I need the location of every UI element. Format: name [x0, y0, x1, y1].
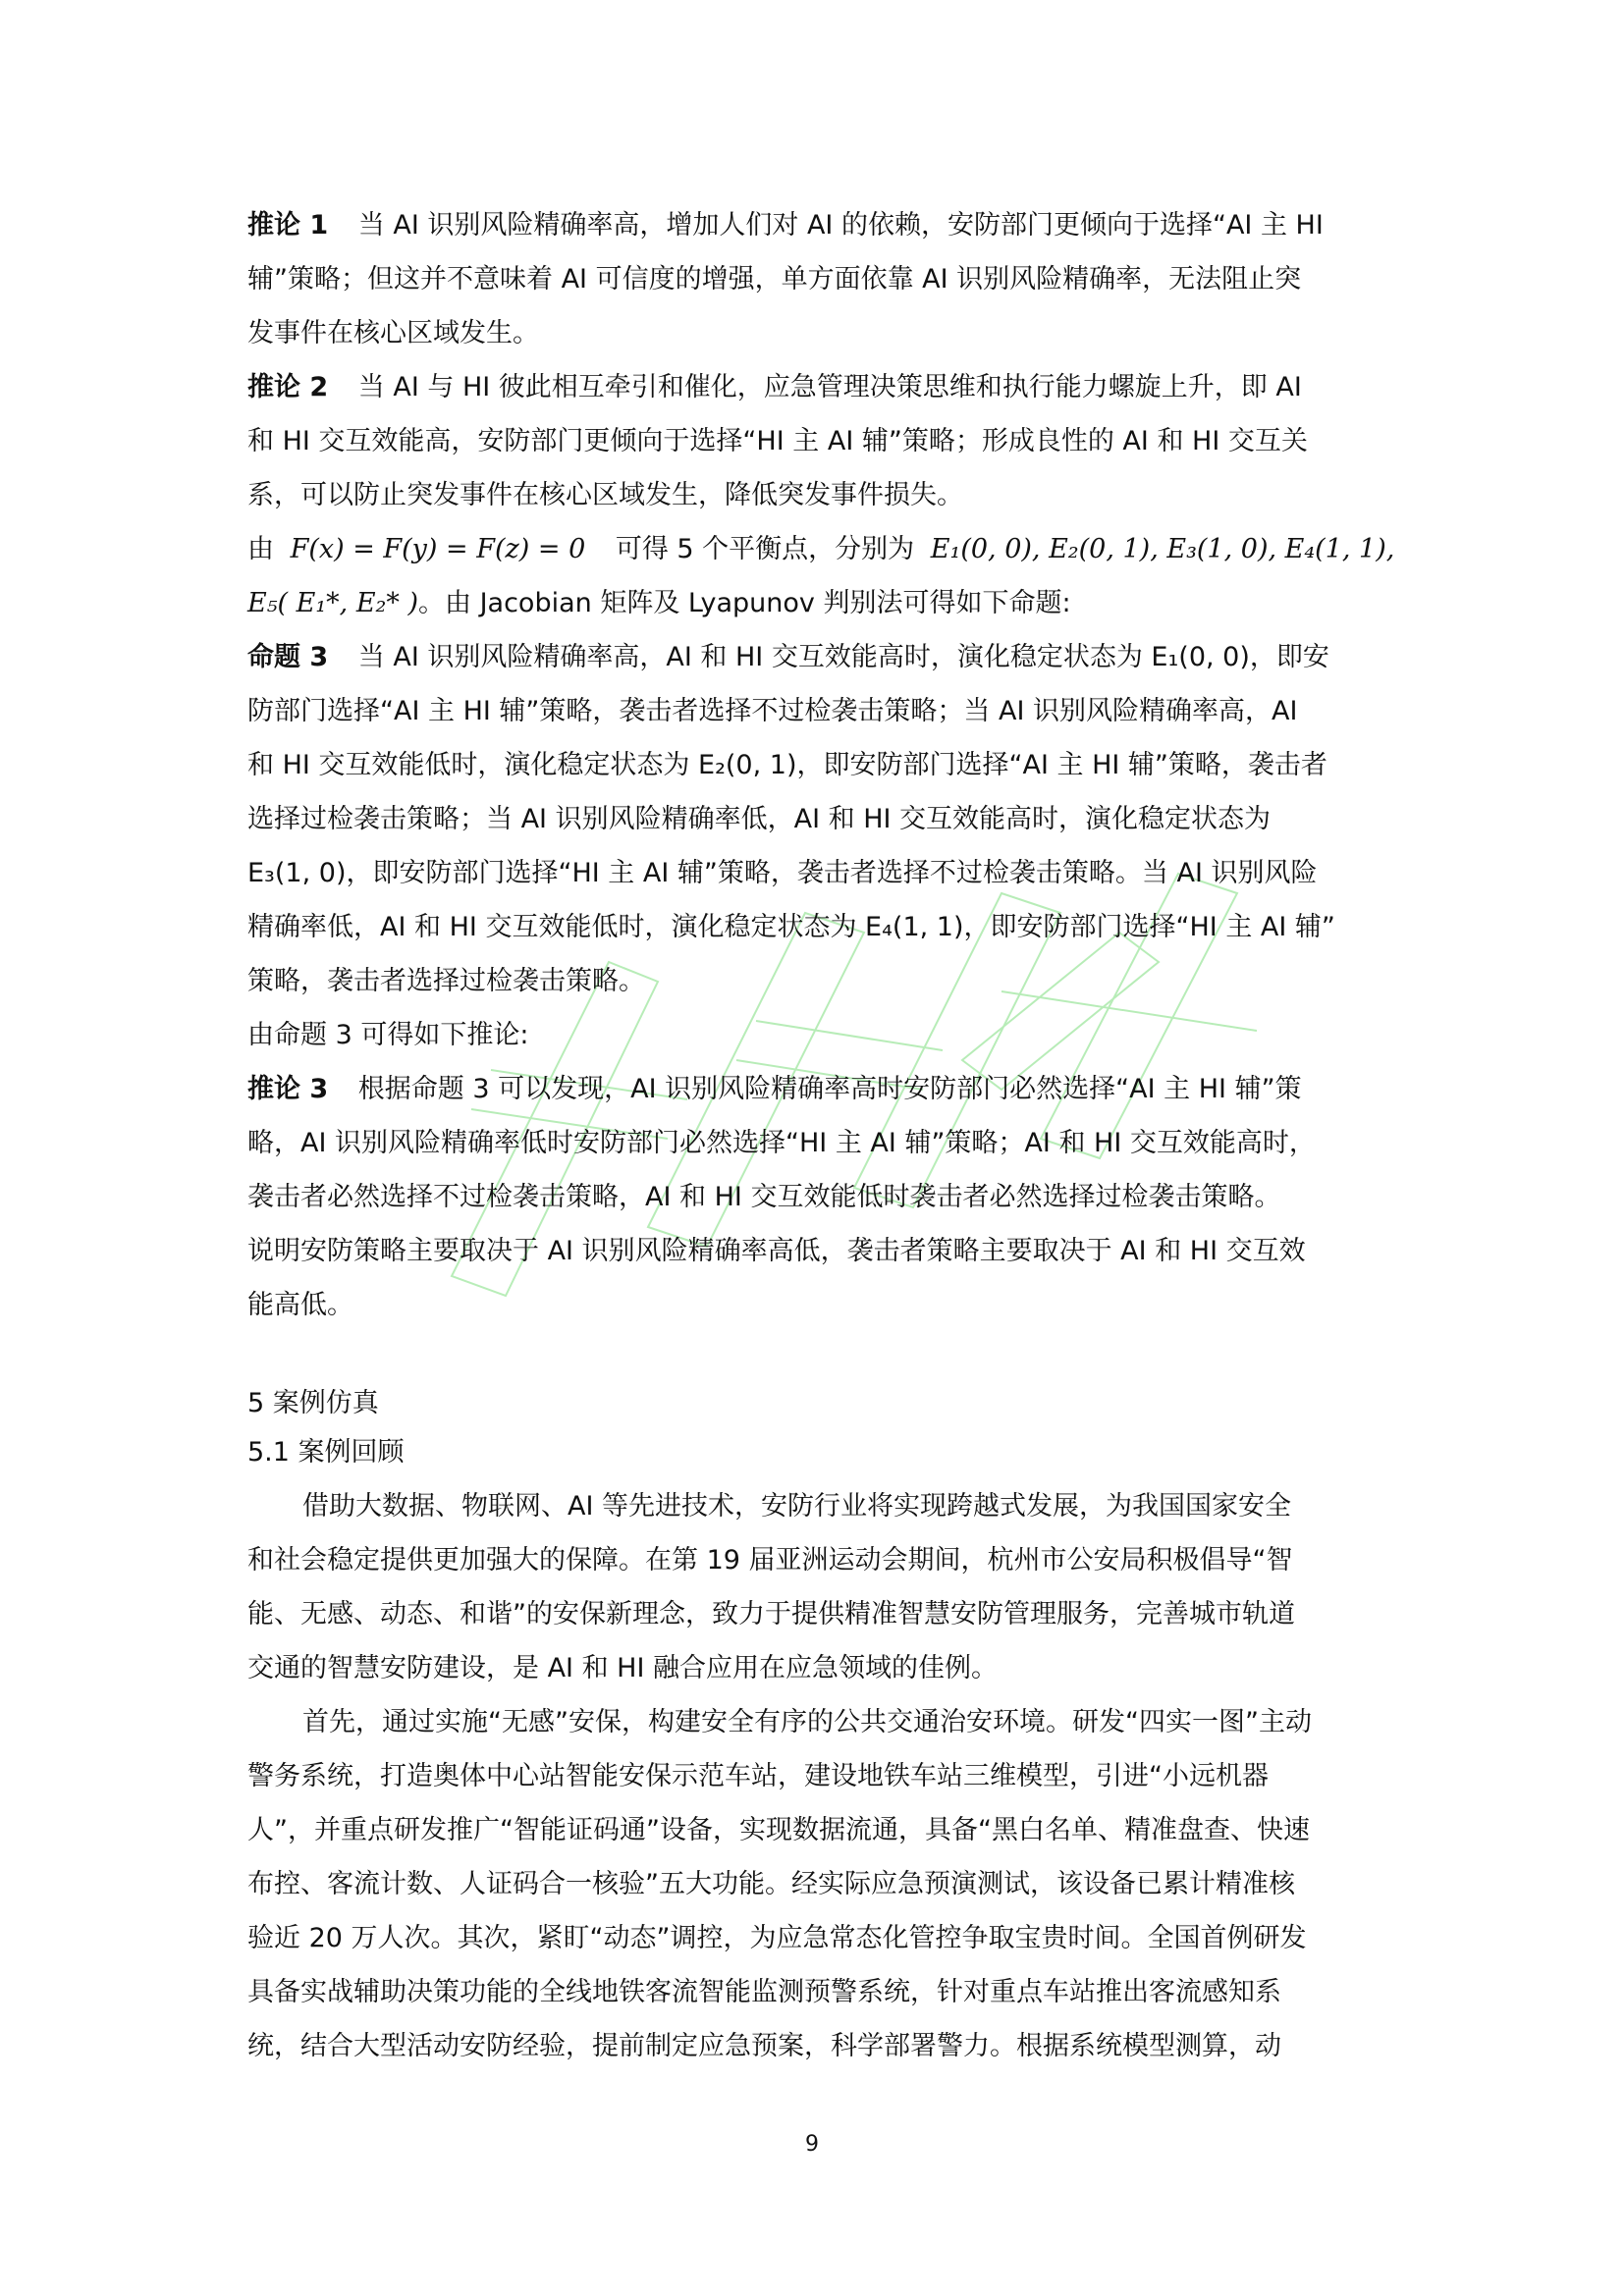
- corollary-2-line-1: 推论 2 当 AI 与 HI 彼此相互牵引和催化，应急管理决策思维和执行能力螺旋上升，即 AI: [247, 372, 1302, 402]
- section-5-1-heading: 5.1 案例回顾: [247, 1437, 405, 1468]
- corollary-2-line-3: 系，可以防止突发事件在核心区域发生，降低突发事件损失。: [247, 480, 963, 510]
- paragraph-b-line-2: 警务系统，打造奥体中心站智能安保示范车站，建设地铁车站三维模型，引进“小远机器: [247, 1761, 1269, 1791]
- corollary-2-line-2: 和 HI 交互效能高，安防部门更倾向于选择“HI 主 AI 辅”策略；形成良性的 AI 和 HI 交互关: [247, 426, 1308, 456]
- corollary-1-label: 推论 1: [247, 210, 329, 240]
- proposition-3-line-4: 选择过检袭击策略；当 AI 识别风险精确率低，AI 和 HI 交互效能高时，演化稳定状态为: [247, 804, 1272, 834]
- paragraph-a-line-4: 交通的智慧安防建设，是 AI 和 HI 融合应用在应急领域的佳例。: [247, 1653, 999, 1683]
- paragraph-b-line-6: 具备实战辅助决策功能的全线地铁客流智能监测预警系统，针对重点车站推出客流感知系: [247, 1977, 1281, 2007]
- proposition-3-line-2: 防部门选择“AI 主 HI 辅”策略，袭击者选择不过检袭击策略；当 AI 识别风险精确率高，AI: [247, 696, 1298, 726]
- section-5-heading: 5 案例仿真: [247, 1388, 379, 1418]
- proposition-3-label: 命题 3: [247, 642, 329, 672]
- proposition-3-note: 由命题 3 可得如下推论:: [247, 1020, 529, 1050]
- corollary-3-line-3: 袭击者必然选择不过检袭击策略，AI 和 HI 交互效能低时袭击者必然选择过检袭击策略。: [247, 1182, 1281, 1212]
- paragraph-b-line-5: 验近 20 万人次。其次，紧盯“动态”调控，为应急常态化管控争取宝贵时间。全国首例研发: [247, 1923, 1307, 1953]
- page-number: 9: [805, 2132, 819, 2157]
- corollary-3-line-1: 推论 3 根据命题 3 可以发现，AI 识别风险精确率高时安防部门必然选择“AI 主 HI 辅”策: [247, 1074, 1302, 1104]
- equation: F(x) = F(y) = F(z) = 0: [290, 534, 586, 564]
- equilibrium-points: E₁(0, 0), E₂(0, 1), E₃(1, 0), E₄(1, 1),: [930, 534, 1395, 564]
- corollary-3-line-4: 说明安防策略主要取决于 AI 识别风险精确率高低，袭击者策略主要取决于 AI 和 HI 交互效: [247, 1236, 1306, 1266]
- paragraph-b-line-4: 布控、客流计数、人证码合一核验”五大功能。经实际应急预演测试，该设备已累计精准核: [247, 1869, 1295, 1899]
- corollary-2-label: 推论 2: [247, 372, 329, 402]
- corollary-3-line-5: 能高低。: [247, 1290, 353, 1320]
- proposition-3-line-6: 精确率低，AI 和 HI 交互效能低时，演化稳定状态为 E₄(1, 1)，即安防部门选择“HI 主 AI 辅”: [247, 912, 1335, 942]
- equilibrium-line-1: 由 F(x) = F(y) = F(z) = 0 可得 5 个平衡点，分别为 E₁(0, 0), E₂(0, 1), E₃(1, 0), E₄(1, 1),: [247, 534, 1395, 564]
- proposition-3-line-5: E₃(1, 0)，即安防部门选择“HI 主 AI 辅”策略，袭击者选择不过检袭击策略。当 AI 识别风险: [247, 858, 1318, 888]
- equilibrium-line-2: E₅( E₁*, E₂* )。由 Jacobian 矩阵及 Lyapunov 判别法可得如下命题:: [247, 588, 1071, 618]
- paragraph-b-line-1: 首先，通过实施“无感”安保，构建安全有序的公共交通治安环境。研发“四实一图”主动: [302, 1707, 1312, 1737]
- paragraph-b-line-7: 统，结合大型活动安防经验，提前制定应急预案，科学部署警力。根据系统模型测算，动: [247, 2031, 1281, 2061]
- corollary-3-label: 推论 3: [247, 1074, 329, 1104]
- corollary-3-line-2: 略，AI 识别风险精确率低时安防部门必然选择“HI 主 AI 辅”策略；AI 和 HI 交互效能高时，: [247, 1128, 1316, 1158]
- corollary-1-line-1: 推论 1 当 AI 识别风险精确率高，增加人们对 AI 的依赖，安防部门更倾向于选择“AI 主 HI: [247, 210, 1324, 240]
- proposition-3-line-1: 命题 3 当 AI 识别风险精确率高，AI 和 HI 交互效能高时，演化稳定状态为 E₁(0, 0)，即安: [247, 642, 1329, 672]
- proposition-3-line-7: 策略，袭击者选择过检袭击策略。: [247, 966, 645, 996]
- paragraph-a-line-1: 借助大数据、物联网、AI 等先进技术，安防行业将实现跨越式发展，为我国国家安全: [302, 1491, 1292, 1522]
- corollary-1-line-2: 辅”策略；但这并不意味着 AI 可信度的增强，单方面依靠 AI 识别风险精确率，无法阻止突: [247, 264, 1302, 294]
- paragraph-a-line-3: 能、无感、动态、和谐”的安保新理念，致力于提供精准智慧安防管理服务，完善城市轨道: [247, 1599, 1295, 1629]
- corollary-1-line-3: 发事件在核心区域发生。: [247, 318, 539, 348]
- equilibrium-e5: E₅( E₁*, E₂* ): [247, 588, 418, 618]
- paragraph-b-line-3: 人”，并重点研发推广“智能证码通”设备，实现数据流通，具备“黑白名单、精准盘查、快速: [247, 1815, 1310, 1845]
- proposition-3-line-3: 和 HI 交互效能低时，演化稳定状态为 E₂(0, 1)，即安防部门选择“AI 主 HI 辅”策略，袭击者: [247, 750, 1327, 780]
- paragraph-a-line-2: 和社会稳定提供更加强大的保障。在第 19 届亚洲运动会期间，杭州市公安局积极倡导“智: [247, 1545, 1293, 1575]
